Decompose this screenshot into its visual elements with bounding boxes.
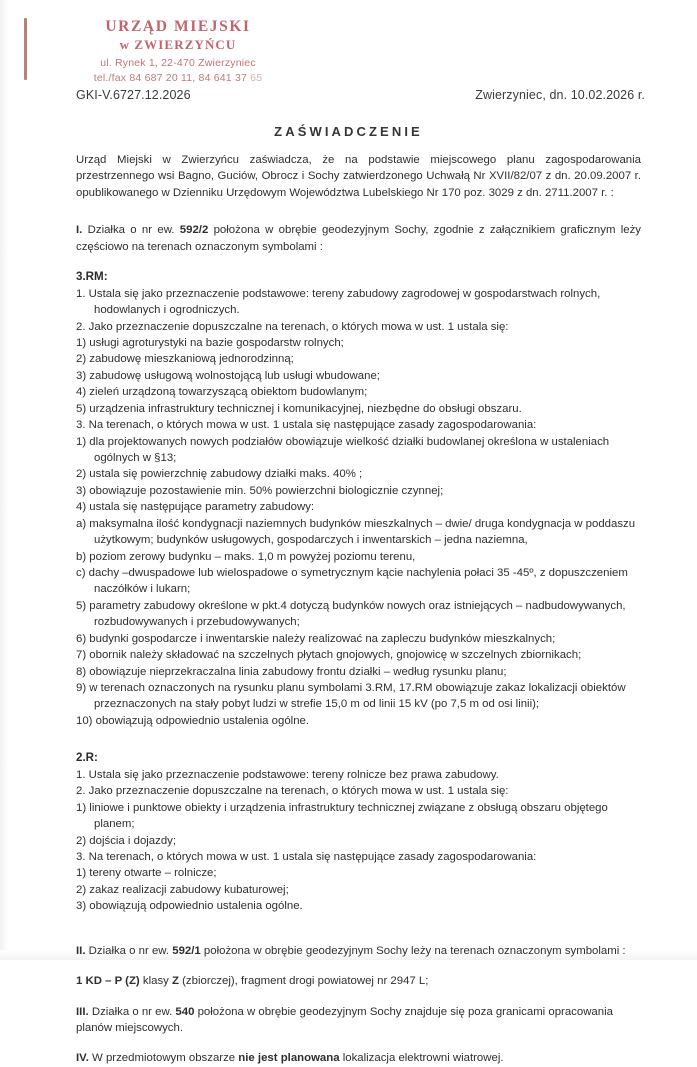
- stamp-office-location: w ZWIERZYŃCU: [119, 37, 237, 53]
- rm-item: 1) dla projektowanych nowych podziałów obowiązuje wielkość działki budowlanej określona w ustaleniach ogólnych w §13;: [76, 435, 610, 465]
- section-I-text-after: położona w obrębie geodezyjnym Sochy, zgodnie z załącznikiem graficznym leży częściowo na terenach oznaczonym symbolami :: [76, 224, 642, 253]
- rm-item: 2) zabudowę mieszkaniową jednorodzinną;: [76, 353, 294, 366]
- document-body: [76, 152, 641, 1067]
- section-III-text-after: położona w obrębie geodezyjnym Sochy znajduje się poza granicami opracowania planów miejscowych.: [76, 1005, 613, 1034]
- section-IV-text-before: W przedmiotowym obszarze: [88, 1052, 239, 1065]
- rm-item: 1. Ustala się jako przeznaczenie podstawowe: tereny zabudowy zagrodowej w gospodarstwach rolnych, hodowlanych i ogrodniczych.: [76, 287, 601, 317]
- r-item: 1) tereny otwarte – rolnicze;: [76, 867, 217, 880]
- section-I-text-before: Działka o nr ew.: [82, 224, 180, 237]
- section-heading-rm: 3.RM:: [76, 270, 108, 284]
- intro-paragraph: Urząd Miejski w Zwierzyńcu zaświadcza, że na podstawie miejscowego planu zagospodarowania przestrzennego wsi Bagno, Guciów, Obrocz i Sochy zatwierdzonego Uchwałą Nr XVII/82/07 z dn. 20.09.2007 r. opublikowanego w Dzienniku Urzędowym Województwa Lubelskiego Nr 170 poz. 3029 z dn. 2711.2007 r. :: [76, 154, 641, 199]
- section-KD-klasa: Z: [172, 975, 179, 988]
- stamp-phone-main: tel./fax 84 687 20 11, 84 641 37: [93, 71, 251, 84]
- r-item: 3) obowiązują odpowiednio ustalenia ogólne.: [76, 900, 303, 913]
- section-I-parcel: 592/2: [179, 224, 209, 237]
- section-IV-paragraph: [76, 1050, 641, 1066]
- rm-item: 4) ustala się następujące parametry zabudowy:: [76, 501, 315, 514]
- section-II-paragraph: [76, 943, 641, 959]
- rm-item: b) poziom zerowy budynku – maks. 1,0 m powyżej poziomu terenu,: [76, 550, 416, 563]
- page-title: ZAŚWIADCZENIE: [274, 124, 423, 139]
- section-III-parcel: 540: [175, 1005, 195, 1018]
- section-III-text-before: Działka o nr ew.: [88, 1005, 176, 1018]
- section-II-text-before: Działka o nr ew.: [85, 944, 173, 957]
- section-KD-text-mid: klasy: [139, 975, 172, 988]
- section-IV-prefix: IV.: [76, 1052, 89, 1065]
- section-III-paragraph: [76, 1004, 641, 1037]
- rm-item: 3) obowiązuje pozostawienie min. 50% powierzchni biologicznie czynnej;: [76, 484, 444, 497]
- section-KD-paragraph: [76, 973, 641, 989]
- r-item: 3. Na terenach, o których mowa w ust. 1 ustala się następujące zasady zagospodarowania:: [76, 850, 537, 863]
- rm-item: a) maksymalna ilość kondygnacji naziemnych budynków mieszkalnych – dwie/ druga kondygnacja w poddaszu użytkowym; budynków usługowych, gospodarczych i inwentarskich – jedna naziemna,: [76, 517, 636, 547]
- rm-item: 7) obornik należy składować na szczelnych płytach gnojowych, gnojowicę w szczelnych zbiornikach;: [76, 649, 582, 662]
- rm-item: 10) obowiązują odpowiednio ustalenia ogólne.: [76, 714, 310, 727]
- rm-item: 9) w terenach oznaczonych na rysunku planu symbolami 3.RM, 17.RM obowiązuje zakaz lokalizacji obiektów przeznaczonych na stały pobyt ludzi w strefie 15,0 m od linii 15 kV (po 7,5 m od osi linii);: [76, 681, 626, 711]
- rm-item: 5) parametry zabudowy określone w pkt.4 dotyczą budynków nowych oraz istniejących – nadbudowywanych, rozbudowywanych i przebudowywanych;: [76, 599, 626, 629]
- section-II-text-after: położona w obrębie geodezyjnym Sochy leży na terenach oznaczonym symbolami :: [200, 944, 626, 957]
- rm-item: 3) zabudowę usługową wolnostojącą lub usługi wbudowane;: [76, 369, 380, 382]
- office-stamp: [58, 17, 298, 85]
- stamp-address: ul. Rynek 1, 22-470 Zwierzyniec: [100, 56, 256, 69]
- section-I-paragraph: [76, 222, 641, 255]
- r-item: 1) liniowe i punktowe obiekty i urządzenia infrastruktury technicznej związane z obsługą obszaru objętego planem;: [76, 801, 608, 831]
- rm-item: 2) ustala się powierzchnię zabudowy działki maks. 40% ;: [76, 468, 363, 481]
- rm-item: 3. Na terenach, o których mowa w ust. 1 ustala się następujące zasady zagospodarowania:: [76, 419, 537, 432]
- stamp-phone: [58, 72, 298, 85]
- section-KD-text-after: (zbiorczej), fragment drogi powiatowej nr 2947 L;: [178, 975, 429, 988]
- section-III-prefix: III.: [76, 1005, 89, 1018]
- section-IV-text-after: lokalizacja elektrowni wiatrowej.: [339, 1052, 504, 1065]
- reference-number: GKI-V.6727.12.2026: [76, 88, 191, 102]
- rm-item: 6) budynki gospodarcze i inwentarskie należy realizować na zapleczu budynków mieszkalnych;: [76, 632, 556, 645]
- scan-edge-left: [0, 0, 8, 960]
- r-item: 2) dojścia i dojazdy;: [76, 834, 177, 847]
- section-KD-symbol: 1 KD – P (Z): [76, 975, 140, 988]
- rm-item: 2. Jako przeznaczenie dopuszczalne na terenach, o których mowa w ust. 1 ustala się:: [76, 320, 509, 333]
- stamp-office-name: URZĄD MIEJSKI: [105, 18, 251, 35]
- r-item: 2) zakaz realizacji zabudowy kubaturowej;: [76, 883, 289, 896]
- rm-item: 5) urządzenia infrastruktury technicznej i komunikacyjnej, niezbędne do obsługi obszaru.: [76, 402, 522, 415]
- section-IV-emphasis: nie jest planowana: [238, 1052, 340, 1065]
- r-item: 2. Jako przeznaczenie dopuszczalne na terenach, o których mowa w ust. 1 ustala się:: [76, 785, 509, 798]
- section-I-prefix: I.: [76, 224, 83, 237]
- rm-item: c) dachy –dwuspadowe lub wielospadowe o symetrycznym kącie nachylenia połaci 35 -45º, z dopuszczeniem naczółków i lukarn;: [76, 566, 628, 596]
- rm-item: 4) zieleń urządzoną towarzyszącą obiektom budowlanym;: [76, 386, 368, 399]
- margin-pen-mark-icon: [24, 18, 27, 80]
- section-II-parcel: 592/1: [172, 944, 201, 957]
- stamp-phone-faded: 65: [250, 71, 263, 84]
- section-II-prefix: II.: [76, 944, 86, 957]
- r-item: 1. Ustala się jako przeznaczenie podstawowe: tereny rolnicze bez prawa zabudowy.: [76, 768, 499, 781]
- rm-item: 8) obowiązuje nieprzekraczalna linia zabudowy frontu działki – według rysunku planu;: [76, 665, 507, 678]
- rm-item: 1) usługi agroturystyki na bazie gospodarstw rolnych;: [76, 337, 344, 350]
- place-and-date: Zwierzyniec, dn. 10.02.2026 r.: [475, 88, 645, 102]
- section-heading-r: 2.R:: [76, 751, 98, 765]
